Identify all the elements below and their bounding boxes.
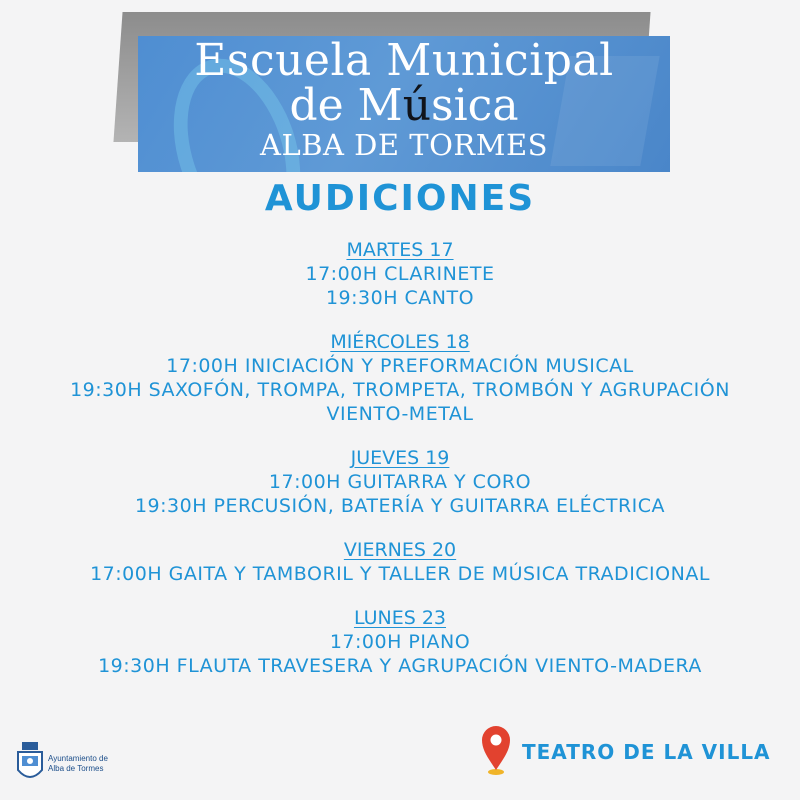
map-pin-icon [478,722,514,778]
page-title: AUDICIONES [264,178,536,219]
schedule-day [0,446,800,518]
time-slot: 19:30H CANTO [325,287,475,309]
schedule-day [0,538,800,586]
line2-pre: de M [289,80,403,131]
schedule-day [0,606,800,678]
day-name: LUNES 23 [353,607,447,629]
school-name-line1: Escuela Municipal [194,36,614,86]
day-name: MIÉRCOLES 18 [330,331,470,353]
municipal-logo [12,740,132,790]
line2-post: sica [431,80,519,131]
schedule [0,238,800,698]
time-slot: 17:00H GUITARRA Y CORO [268,471,532,493]
line2-accent: ú [402,80,432,131]
time-slot: 17:00H CLARINETE [305,263,495,285]
day-name: MARTES 17 [346,239,454,261]
time-slot: 17:00H INICIACIÓN Y PREFORMACIÓN MUSICAL [166,355,634,377]
day-name: JUEVES 19 [350,447,450,469]
time-slot: 19:30H PERCUSIÓN, BATERÍA Y GUITARRA ELÉCTRICA [134,495,666,517]
time-slot: VIENTO-METAL [326,403,474,425]
venue-name: TEATRO DE LA VILLA [522,740,771,764]
header-banner [138,36,670,172]
logo-line1: Ayuntamiento de [48,754,108,763]
municipal-crest-icon [12,740,48,786]
school-location-line: ALBA DE TORMES [260,128,548,162]
logo-line2: Alba de Tormes [48,764,104,773]
time-slot: 19:30H SAXOFÓN, TROMPA, TROMPETA, TROMBÓN Y AGRUPACIÓN [70,379,730,401]
schedule-day [0,238,800,310]
time-slot: 17:00H GAITA Y TAMBORIL Y TALLER DE MÚSICA TRADICIONAL [90,563,710,585]
venue-location [478,722,778,782]
day-name: VIERNES 20 [343,539,457,561]
logo-text [48,754,108,774]
time-slot: 19:30H FLAUTA TRAVESERA Y AGRUPACIÓN VIENTO-MADERA [98,655,702,677]
time-slot: 17:00H PIANO [329,631,471,653]
schedule-day [0,330,800,426]
school-name-line2 [138,80,670,131]
